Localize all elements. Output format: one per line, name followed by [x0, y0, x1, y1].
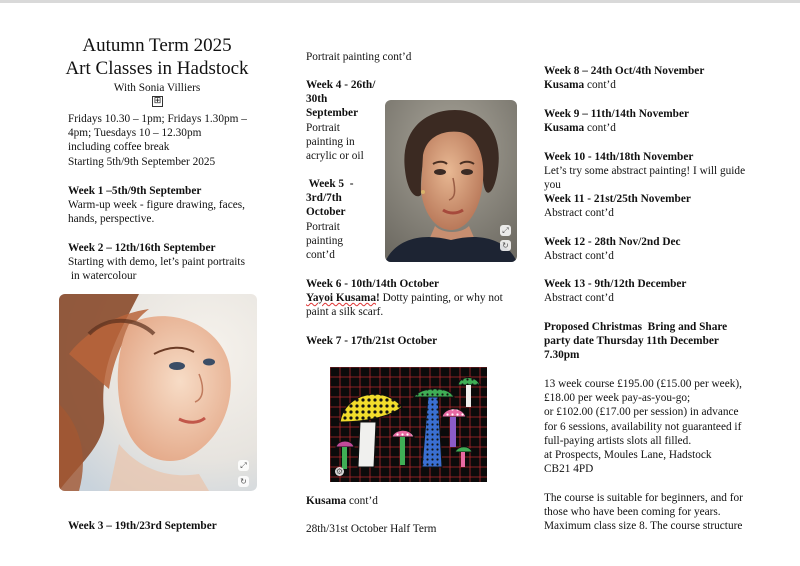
- week-12-body: Abstract cont’d: [544, 250, 614, 263]
- pricing-line: CB21 4PD: [544, 463, 594, 476]
- week-6-heading: Week 6 - 10th/14th October: [306, 278, 440, 290]
- suitability-line: Maximum class size 8. The course structure: [544, 520, 743, 533]
- kusama-mushroom-image[interactable]: [330, 367, 487, 482]
- expand-icon[interactable]: ⤢: [500, 225, 511, 236]
- week-4-body: acrylic or oil: [306, 150, 364, 163]
- oil-portrait-image[interactable]: [385, 100, 517, 262]
- party-text: party date Thursday 11th December: [544, 335, 719, 348]
- christmas-party: [544, 320, 727, 363]
- week-5-body: painting: [306, 234, 344, 247]
- week-5: [306, 177, 354, 262]
- week-10-heading: Week 10 - 14th/18th November: [544, 151, 694, 163]
- week-9: [544, 107, 689, 135]
- portrait-contd: [306, 50, 411, 64]
- pricing-line: at Prospects, Moules Lane, Hadstock: [544, 449, 712, 462]
- suitability-line: those who have been coming for years.: [544, 506, 721, 519]
- week-6: [306, 277, 503, 320]
- top-divider: [0, 0, 800, 3]
- exclamation: !: [376, 292, 380, 305]
- week-2-body: Starting with demo, let’s paint portraits: [68, 256, 245, 269]
- suitability: [544, 491, 743, 534]
- week-4: [306, 78, 375, 163]
- kusama-label: Kusama: [544, 79, 585, 92]
- byline: With Sonia Villiers: [113, 82, 201, 94]
- week-7-heading: Week 7 - 17th/21st October: [306, 335, 438, 347]
- pricing-line: full-paying artists slots all filled.: [544, 434, 692, 447]
- watercolour-portrait-image[interactable]: [59, 294, 257, 491]
- half-term: [306, 522, 436, 536]
- week-5-heading: October: [306, 206, 346, 219]
- week-10: [544, 150, 745, 193]
- title-line-2: Art Classes in Hadstock: [65, 58, 249, 79]
- week-12-heading: Week 12 - 28th Nov/2nd Dec: [544, 236, 681, 248]
- week-13-body: Abstract cont’d: [544, 292, 614, 305]
- oil-portrait-art: [385, 100, 517, 262]
- week-1-body: Warm-up week - figure drawing, faces,: [68, 199, 245, 212]
- image-settings-icon[interactable]: ⚙: [335, 467, 344, 476]
- kusama-label: Kusama: [544, 122, 585, 135]
- replace-image-icon[interactable]: ↻: [238, 476, 249, 487]
- replace-image-icon[interactable]: ↻: [500, 240, 511, 251]
- pricing-line: 13 week course £195.00 (£15.00 per week),: [544, 378, 742, 390]
- week-1-body: hands, perspective.: [68, 213, 155, 226]
- schedule-line: Fridays 10.30 – 1pm; Fridays 1.30pm –: [68, 113, 247, 125]
- week-2: [68, 241, 245, 284]
- party-text: 7.30pm: [544, 349, 580, 362]
- week-6-body: paint a silk scarf.: [306, 306, 384, 319]
- schedule-line: including coffee break: [68, 141, 170, 154]
- watercolour-portrait-art: [59, 294, 257, 491]
- week-6-body: [306, 291, 503, 305]
- week-1: [68, 184, 245, 227]
- week-2-heading: Week 2 – 12th/16th September: [68, 242, 216, 254]
- party-text: Proposed Christmas Bring and Share: [544, 321, 728, 333]
- week-4-heading: 30th: [306, 93, 328, 106]
- week-5-body: cont’d: [306, 249, 335, 262]
- contd-label: cont’d: [346, 495, 378, 507]
- schedule-text: [68, 112, 247, 169]
- expand-icon[interactable]: ⤢: [238, 460, 249, 471]
- suitability-line: The course is suitable for beginners, and for: [544, 492, 743, 504]
- week-11-heading: Week 11 - 21st/25th November: [544, 193, 691, 205]
- week-4-heading: Week 4 - 26th/: [306, 79, 376, 91]
- week-10-body: Let’s try some abstract painting! I will guide: [544, 165, 746, 178]
- schedule-line: Starting 5th/9th September 2025: [68, 155, 216, 168]
- title-line-1: Autumn Term 2025: [82, 35, 232, 56]
- week-2-body: in watercolour: [68, 270, 137, 283]
- kusama-label: Kusama: [306, 495, 347, 507]
- week-11-body: Abstract cont’d: [544, 207, 614, 220]
- week-8-heading: Week 8 – 24th Oct/4th November: [544, 65, 705, 77]
- half-term-text: 28th/31st October Half Term: [306, 523, 437, 535]
- week-11: [544, 192, 691, 220]
- week-4-body: painting in: [306, 135, 355, 148]
- week-7: [306, 334, 437, 348]
- week-5-heading: Week 5 -: [306, 178, 354, 190]
- week-4-heading: September: [306, 107, 359, 120]
- kusama-mushroom-art: [330, 367, 487, 482]
- week-5-body: Portrait: [306, 220, 340, 233]
- schedule-line: 4pm; Tuesdays 10 – 12.30pm: [68, 127, 202, 140]
- week-3-heading: Week 3 – 19th/23rd September: [68, 520, 217, 532]
- week-9-heading: Week 9 – 11th/14th November: [544, 108, 689, 120]
- week-13-heading: Week 13 - 9th/12th December: [544, 278, 687, 290]
- pricing-line: £18.00 per week pay-as-you-go;: [544, 392, 691, 405]
- week-4-body: Portrait: [306, 121, 340, 134]
- week-13: [544, 277, 686, 305]
- table-anchor-icon[interactable]: ⊞: [153, 96, 162, 106]
- pricing: [544, 377, 742, 476]
- week-6-body-rest: Dotty painting, or why not: [379, 292, 503, 305]
- artist-name: Yayoi Kusama: [306, 292, 376, 305]
- page-title: [52, 34, 262, 80]
- contd-label: cont’d: [584, 122, 616, 135]
- kusama-contd: [306, 494, 378, 508]
- pricing-line: or £102.00 (£17.00 per session) in advance: [544, 406, 739, 419]
- week-3: [68, 519, 217, 533]
- week-10-body: you: [544, 179, 561, 192]
- week-8: [544, 64, 704, 92]
- week-5-heading: 3rd/7th: [306, 192, 342, 205]
- week-1-heading: Week 1 –5th/9th September: [68, 185, 202, 197]
- week-12: [544, 235, 681, 263]
- portrait-contd-text: Portrait painting cont’d: [306, 51, 412, 63]
- pricing-line: for 6 sessions, availability not guaranteed if: [544, 420, 742, 433]
- contd-label: cont’d: [584, 79, 616, 92]
